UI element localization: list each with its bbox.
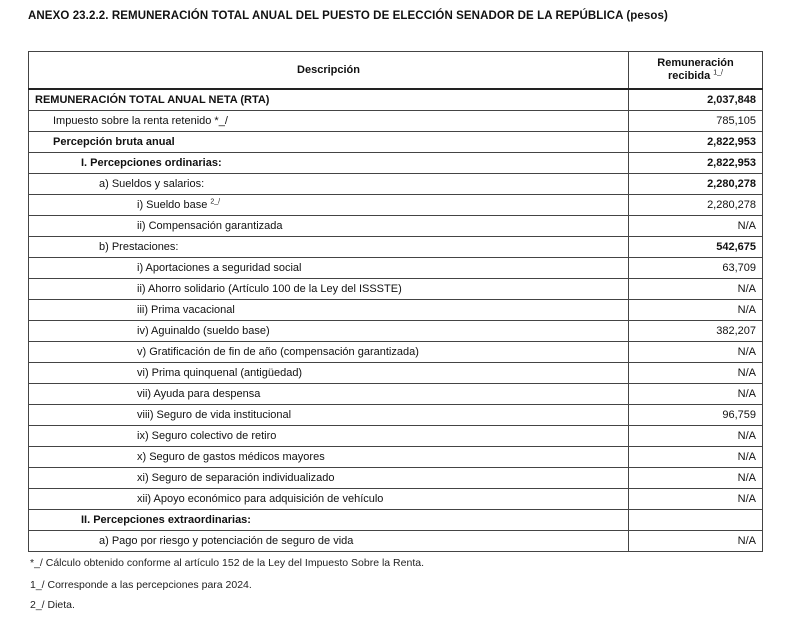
row-label: b) Prestaciones: [29,237,629,258]
row-label: a) Sueldos y salarios: [29,174,629,195]
table-row-extraordinarias [29,510,763,531]
table-row [29,363,763,384]
row-label: REMUNERACIÓN TOTAL ANUAL NETA (RTA) [29,89,629,111]
row-label: iv) Aguinaldo (sueldo base) [29,321,629,342]
remuneration-table [28,51,763,552]
row-value: N/A [629,216,763,237]
row-value: N/A [629,342,763,363]
header-remuneracion [629,52,763,90]
row-label: i) Aportaciones a seguridad social [29,258,629,279]
table-row [29,426,763,447]
table-row-rta [29,89,763,111]
table-row [29,384,763,405]
row-label: I. Percepciones ordinarias: [29,153,629,174]
table-row-ordinarias [29,153,763,174]
table-row [29,300,763,321]
row-value: 96,759 [629,405,763,426]
header-remuneracion-line1: Remuneración [657,57,734,69]
row-label: ix) Seguro colectivo de retiro [29,426,629,447]
row-label: Percepción bruta anual [29,132,629,153]
row-value: 382,207 [629,321,763,342]
table-row-prestaciones [29,237,763,258]
table-header-row [29,52,763,90]
row-label: iii) Prima vacacional [29,300,629,321]
row-value: N/A [629,447,763,468]
table-row-pago-riesgo [29,531,763,552]
table-row [29,447,763,468]
row-value: N/A [629,384,763,405]
row-value: N/A [629,279,763,300]
row-label: Impuesto sobre la renta retenido *_/ [29,111,629,132]
row-label: ii) Compensación garantizada [29,216,629,237]
title-unit: (pesos) [626,10,668,22]
row-label: a) Pago por riesgo y potenciación de seguro de vida [29,531,629,552]
table-row-isr [29,111,763,132]
table-row [29,342,763,363]
row-value: 542,675 [629,237,763,258]
footnote-2: 2_/ Dieta. [30,599,75,611]
footnote-isr: *_/ Cálculo obtenido conforme al artículo 152 de la Ley del Impuesto Sobre la Renta. [30,557,424,569]
row-value: N/A [629,363,763,384]
footnote-ref: 2_/ [210,198,221,206]
table-row-sueldo-base [29,195,763,216]
row-value: 2,822,953 [629,153,763,174]
table-row [29,405,763,426]
row-label: i) Sueldo base $^{2\_/}$ [29,195,629,216]
row-label: II. Percepciones extraordinarias: [29,510,629,531]
table-row [29,468,763,489]
row-value: 2,037,848 [629,89,763,111]
header-remuneracion-line2: recibida [668,70,711,82]
row-value: N/A [629,468,763,489]
row-value: 2,280,278 [629,195,763,216]
row-label: ii) Ahorro solidario (Artículo 100 de la Ley del ISSSTE) [29,279,629,300]
footnote-1: 1_/ Corresponde a las percepciones para 2024. [30,579,252,591]
header-footnote-ref: 1_/ [713,69,723,77]
row-label: xii) Apoyo económico para adquisición de vehículo [29,489,629,510]
row-label: v) Gratificación de fin de año (compensación garantizada) [29,342,629,363]
table-row [29,258,763,279]
row-label: viii) Seguro de vida institucional [29,405,629,426]
table-row [29,279,763,300]
table-row-compensacion [29,216,763,237]
header-descripcion: Descripción [29,52,629,90]
row-label: x) Seguro de gastos médicos mayores [29,447,629,468]
row-value: 2,822,953 [629,132,763,153]
row-value: N/A [629,489,763,510]
row-value: 63,709 [629,258,763,279]
row-value [629,510,763,531]
row-label: xi) Seguro de separación individualizado [29,468,629,489]
table-row-sueldos [29,174,763,195]
table-row [29,321,763,342]
table-row [29,489,763,510]
page-title: ANEXO 23.2.2. REMUNERACIÓN TOTAL ANUAL DEL PUESTO DE ELECCIÓN SENADOR DE LA REPÚBLICA (pesos) [28,10,668,22]
table-row-percepcion-bruta [29,132,763,153]
row-value: 2,280,278 [629,174,763,195]
row-value: N/A [629,300,763,321]
row-value: 785,105 [629,111,763,132]
row-value: N/A [629,531,763,552]
row-label: vi) Prima quinquenal (antigüedad) [29,363,629,384]
row-label: vii) Ayuda para despensa [29,384,629,405]
row-value: N/A [629,426,763,447]
